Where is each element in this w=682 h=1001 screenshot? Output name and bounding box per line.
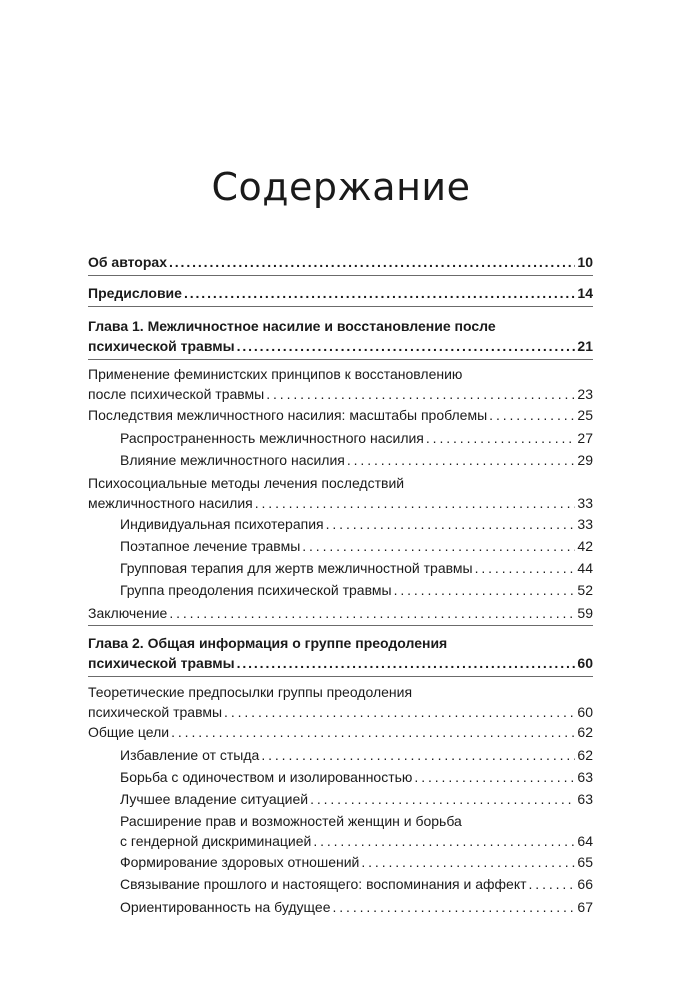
toc-leader-dots: [414, 767, 575, 787]
toc-leader-dots: [333, 897, 576, 917]
toc-entry-title: межличностного насилия: [88, 495, 253, 511]
toc-entry-title-line1: Психосоциальные методы лечения последствий: [88, 475, 405, 491]
toc-subentry: [120, 450, 593, 470]
toc-subentry: [120, 558, 593, 578]
toc-leader-dots: [171, 722, 575, 742]
toc-leader-dots: [394, 580, 576, 600]
toc-subentry: [120, 580, 593, 600]
toc-entry-page: 14: [577, 285, 593, 301]
toc-entry-page: 10: [577, 254, 593, 270]
toc-subentry: [120, 852, 593, 872]
toc-entry-page: 25: [577, 407, 593, 423]
toc-leader-dots: [529, 874, 576, 894]
toc-entry: [88, 473, 593, 513]
toc-entry-page: 64: [577, 833, 593, 849]
toc-entry-title: Избавление от стыда: [120, 747, 260, 763]
toc-entry-title-line1: Применение феминистских принципов к восстановлению: [88, 366, 463, 382]
section-divider: [88, 306, 593, 307]
toc-entry-page: 60: [577, 704, 593, 720]
toc-entry-title: после психической травмы: [88, 386, 265, 402]
page-title: Содержание: [211, 165, 471, 210]
toc-entry-title-line1: Глава 2. Общая информация о группе преодоления: [88, 635, 448, 651]
toc-entry-title: Заключение: [88, 605, 168, 621]
toc-entry-title: Распространенность межличностного насилия: [120, 430, 424, 446]
toc-leader-dots: [313, 831, 575, 851]
toc-leader-dots: [310, 789, 575, 809]
toc-entry: [88, 252, 593, 272]
toc-leader-dots: [266, 384, 575, 404]
toc-entry-page: 62: [577, 724, 593, 740]
toc-leader-dots: [361, 852, 575, 872]
toc-leader-dots: [347, 450, 576, 470]
toc-entry-page: 63: [577, 791, 593, 807]
toc-leader-dots: [326, 514, 576, 534]
section-divider: [88, 275, 593, 276]
toc-entry: [88, 283, 593, 303]
toc-entry-title: Борьба с одиночеством и изолированностью: [120, 769, 413, 785]
toc-entry-title-line1: Теоретические предпосылки группы преодоления: [88, 684, 413, 700]
toc-entry-title-line1: Глава 1. Межличностное насилие и восстановление после: [88, 318, 496, 334]
toc-entry-title: Общие цели: [88, 724, 170, 740]
toc-entry-page: 62: [577, 747, 593, 763]
toc-subentry: [120, 767, 593, 787]
toc-entry-title: Влияние межличностного насилия: [120, 452, 345, 468]
toc-entry: [88, 603, 593, 623]
toc-entry-title: Связывание прошлого и настоящего: воспоминания и аффект: [120, 876, 527, 892]
toc-subentry: [120, 874, 593, 894]
toc-leader-dots: [224, 702, 575, 722]
toc-entry-page: 23: [577, 386, 593, 402]
toc-entry-title: психической травмы: [88, 338, 235, 354]
toc-subentry: [120, 514, 593, 534]
toc-subentry: [120, 789, 593, 809]
toc-entry-title: Предисловие: [88, 285, 182, 301]
toc-entry-page: 52: [577, 582, 593, 598]
toc-entry: [88, 364, 593, 404]
section-divider: [88, 359, 593, 360]
toc-leader-dots: [489, 405, 575, 425]
toc-leader-dots: [184, 283, 575, 303]
toc-entry-page: 44: [577, 560, 593, 576]
toc-entry-page: 67: [577, 899, 593, 915]
toc-leader-dots: [302, 536, 575, 556]
toc-entry-page: 29: [577, 452, 593, 468]
toc-entry-page: 65: [577, 854, 593, 870]
section-divider: [88, 625, 593, 626]
toc-entry-page: 33: [577, 516, 593, 532]
toc-entry-page: 60: [577, 655, 593, 671]
toc-leader-dots: [475, 558, 576, 578]
toc-subentry: [120, 745, 593, 765]
toc-leader-dots: [426, 428, 576, 448]
toc-leader-dots: [237, 653, 576, 673]
toc-entry-title: Последствия межличностного насилия: масштабы проблемы: [88, 407, 488, 423]
toc-leader-dots: [237, 336, 576, 356]
toc-entry-title: Ориентированность на будущее: [120, 899, 331, 915]
toc-entry-title: Группа преодоления психической травмы: [120, 582, 392, 598]
toc-leader-dots: [169, 603, 575, 623]
toc-chapter-entry: [88, 633, 593, 673]
toc-entry-page: 42: [577, 538, 593, 554]
toc-entry-title: Об авторах: [88, 254, 167, 270]
toc-entry-title: Индивидуальная психотерапия: [120, 516, 324, 532]
toc-entry-title: Формирование здоровых отношений: [120, 854, 360, 870]
toc-entry-page: 21: [577, 338, 593, 354]
toc-entry: [88, 722, 593, 742]
toc-entry: [88, 405, 593, 425]
toc-entry-title: Поэтапное лечение травмы: [120, 538, 301, 554]
toc-subentry: [120, 811, 593, 851]
toc-subentry: [120, 897, 593, 917]
toc-subentry: [120, 536, 593, 556]
toc-entry-title: психической травмы: [88, 655, 235, 671]
toc-leader-dots: [169, 252, 575, 272]
section-divider: [88, 676, 593, 677]
toc-subentry: [120, 428, 593, 448]
toc-entry-title: психической травмы: [88, 704, 223, 720]
toc-entry-page: 66: [577, 876, 593, 892]
toc-chapter-entry: [88, 316, 593, 356]
toc-entry-page: 59: [577, 605, 593, 621]
toc-entry-title-line1: Расширение прав и возможностей женщин и борьба: [120, 813, 462, 829]
toc-leader-dots: [261, 745, 575, 765]
toc-entry-title: Лучшее владение ситуацией: [120, 791, 309, 807]
toc-entry: [88, 682, 593, 722]
toc-entry-page: 63: [577, 769, 593, 785]
toc-leader-dots: [255, 493, 576, 513]
toc-entry-title: Групповая терапия для жертв межличностной травмы: [120, 560, 473, 576]
toc-entry-title: с гендерной дискриминацией: [120, 833, 312, 849]
toc-entry-page: 27: [577, 430, 593, 446]
toc-entry-page: 33: [577, 495, 593, 511]
